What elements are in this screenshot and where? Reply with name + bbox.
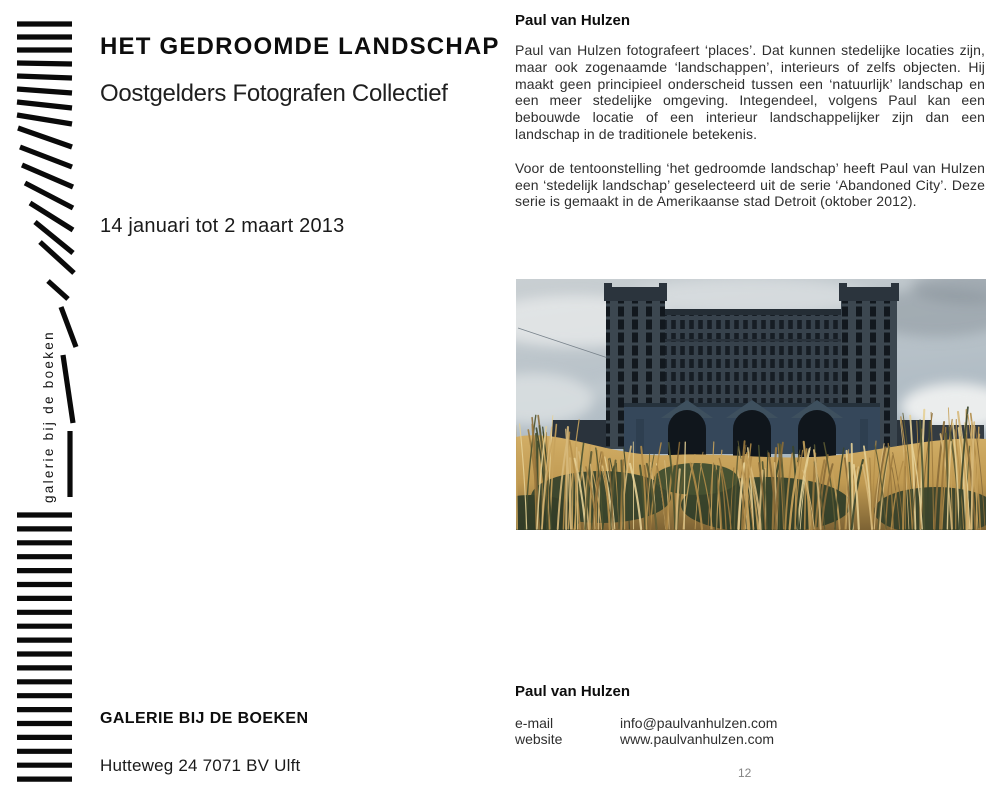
contact-website-label: website	[515, 730, 563, 747]
contact-heading: Paul van Hulzen	[515, 683, 631, 700]
sidebar-vertical-text: galerie bij de boeken	[41, 330, 56, 503]
contact-email-row	[515, 716, 777, 732]
gallery-logo-lines-icon	[0, 0, 80, 800]
page-title: HET GEDROOMDE LANDSCHAP	[100, 33, 500, 60]
artist-text-block	[515, 12, 985, 210]
artist-paragraph-2: Voor de tentoonstelling ‘het gedroomde landschap’ heeft Paul van Hulzen een ‘stedelijk landschap’ geselecteerd uit de serie ‘Abandoned City’. Deze serie is gemaakt in de Amerikaanse stad Detroit (oktober 2012).	[515, 159, 985, 210]
contact-email-label: e-mail	[515, 715, 554, 731]
artist-heading: Paul van Hulzen	[515, 12, 631, 29]
gallery-address: Hutteweg 24 7071 BV Ulft	[100, 756, 301, 775]
contact-website-row	[515, 732, 777, 748]
exhibition-dates: 14 januari tot 2 maart 2013	[100, 215, 345, 237]
contact-email-value: info@paulvanhulzen.com	[620, 715, 778, 731]
contact-rows	[515, 716, 777, 748]
gallery-name: GALERIE BIJ DE BOEKEN	[100, 710, 309, 727]
artist-paragraph-1: Paul van Hulzen fotografeert ‘places’. Dat kunnen stedelijke locaties zijn, maar ook zogenaamde ‘landschappen’, interieurs of zelfs objecten. Hij maakt geen principieel onderscheid tussen een ‘natuurlijk’ landschap en een meer stedelijke omgeving. Integendeel, volgens Paul kan een bebouwde locatie of een interieur landschappelijker zijn dan een landschap in de traditionele betekenis.	[515, 42, 985, 142]
page-subtitle: Oostgelders Fotografen Collectief	[100, 80, 448, 107]
contact-website-value: www.paulvanhulzen.com	[620, 730, 775, 747]
exhibition-photo	[516, 279, 986, 530]
page-number: 12	[738, 766, 752, 780]
